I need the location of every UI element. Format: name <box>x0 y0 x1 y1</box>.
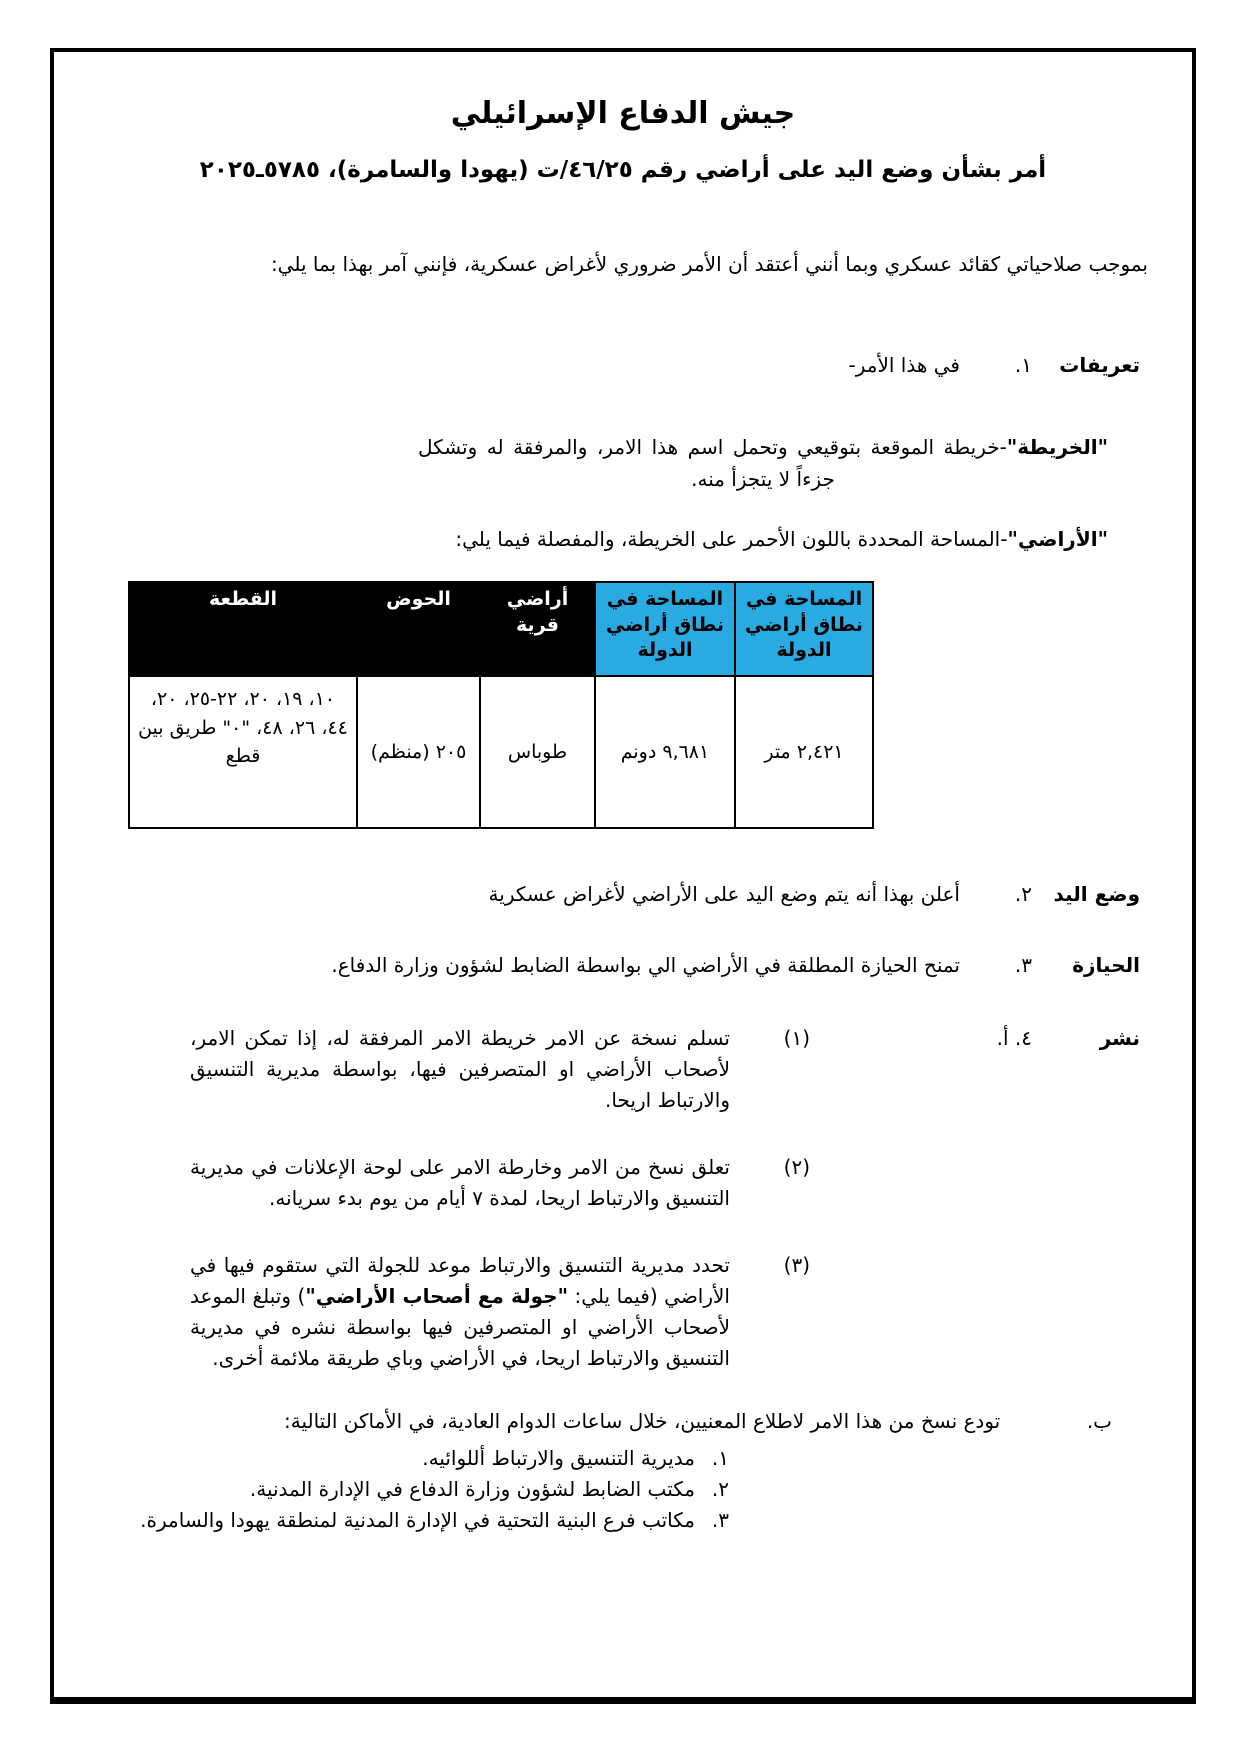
place-1-text: مديرية التنسيق والارتباط أللوائيه. <box>422 1446 695 1470</box>
publication-item2-text: تعلق نسخ من الامر وخارطة الامر على لوحة الإعلانات في مديرية التنسيق والارتباط اريحا، لمدة ٧ أيام من يوم بدء سريانه. <box>190 1155 730 1210</box>
table-data-row <box>129 676 873 828</box>
land-parcels-table <box>128 581 874 829</box>
definition-map <box>418 431 1108 495</box>
place-2-text: مكتب الضابط لشؤون وزارة الدفاع في الإدارة المدنية. <box>249 1477 695 1501</box>
section-publication-item2 <box>54 1152 1192 1214</box>
section-deposit <box>54 1406 1192 1536</box>
list-item <box>284 1443 729 1474</box>
publication-item3-text <box>190 1250 730 1374</box>
intro-paragraph: بموجب صلاحياتي كقائد عسكري وبما أنني أعتقد أن الأمر ضروري لأغراض عسكرية، فإنني آمر بهذا بما يلي: <box>270 252 1148 276</box>
possession-side-label: الحيازة <box>1072 953 1140 977</box>
item3-text-before: تحدد مديرية التنسيق والارتباط موعد للجولة التي ستقوم فيها في الأراضي (فيما يلي: <box>190 1253 730 1308</box>
publication-item1-marker: (١) <box>783 1026 810 1050</box>
table-header-basin: الحوض <box>357 582 480 676</box>
place-3-text: مكاتب فرع البنية التحتية في الإدارة المدنية لمنطقة يهودا والسامرة. <box>140 1508 695 1532</box>
definitions-side-label: تعريفات <box>1059 353 1140 377</box>
seizure-side-label: وضع اليد <box>1053 882 1140 906</box>
publication-side-label: نشر <box>1099 1026 1140 1050</box>
table-header-area-meters: المساحة في نطاق أراضي الدولة <box>735 582 873 676</box>
section-seizure <box>54 879 1192 910</box>
seizure-number: ٢. <box>1014 882 1032 906</box>
definition-lands-term: "الأراضي" <box>1007 527 1108 551</box>
cell-plot: ١٠، ١٩، ٢٠، ٢٢-٢٥، ٢٠، ٤٤، ٢٦، ٤٨، "٠" طريق بين قطع <box>129 676 357 828</box>
cell-village-lands: طوباس <box>480 676 595 828</box>
table-header-area-dunams: المساحة في نطاق أراضي الدولة <box>595 582 735 676</box>
place-2-number: ٢. <box>711 1477 729 1501</box>
section-definitions <box>54 350 1192 381</box>
definition-lands <box>418 523 1108 555</box>
item3-text-after: ) وتبلغ الموعد لأصحاب الأراضي او المتصرفين فيها بواسطة نشره في مديرية التنسيق والارتباط اريحا، في الأراضي وباي طريقة ملائمة أخرى. <box>190 1284 730 1370</box>
publication-item3-marker: (٣) <box>783 1253 810 1277</box>
document-subtitle: أمر بشأن وضع اليد على أراضي رقم ٤٦/٢٥/ت (يهودا والسامرة)، ٥٧٨٥ـ٢٠٢٥ <box>199 157 1047 183</box>
deposit-places-list <box>140 1443 729 1536</box>
definitions-lead-text: في هذا الأمر- <box>848 353 960 377</box>
definitions-number: ١. <box>1014 353 1032 377</box>
deposit-text: تودع نسخ من هذا الامر لاطلاع المعنيين، خلال ساعات الدوام العادية، في الأماكن التالية: <box>284 1409 1001 1433</box>
definition-lands-text: -المساحة المحددة باللون الأحمر على الخريطة، والمفصلة فيما يلي: <box>455 527 1008 551</box>
possession-text: تمنح الحيازة المطلقة في الأراضي الي بواسطة الضابط لشؤون وزارة الدفاع. <box>331 953 960 977</box>
section-publication <box>54 1023 1192 1116</box>
section-possession <box>54 950 1192 981</box>
deposit-content <box>140 1406 1064 1536</box>
place-3-number: ٣. <box>711 1508 729 1532</box>
possession-number: ٣. <box>1014 953 1032 977</box>
deposit-marker: ب. <box>1086 1409 1112 1433</box>
cell-area-meters: ٢,٤٢١ متر <box>735 676 873 828</box>
definition-map-text: -خريطة الموقعة بتوقيعي وتحمل اسم هذا الامر، والمرفقة له وتشكل جزءاً لا يتجزأ منه. <box>418 435 1007 491</box>
cell-area-dunams: ٩,٦٨١ دونم <box>595 676 735 828</box>
table-header-village-lands: أراضي قرية <box>480 582 595 676</box>
list-item <box>249 1474 729 1505</box>
section-publication-item3 <box>54 1250 1192 1374</box>
place-1-number: ١. <box>711 1446 729 1470</box>
cell-basin: ٢٠٥ (منظم) <box>357 676 480 828</box>
definition-map-term: "الخريطة" <box>1006 435 1108 459</box>
table-header-row <box>129 582 873 676</box>
table-header-plot: القطعة <box>129 582 357 676</box>
list-item <box>140 1505 729 1536</box>
seizure-text: أعلن بهذا أنه يتم وضع اليد على الأراضي لأغراض عسكرية <box>488 882 960 906</box>
publication-item1-text: تسلم نسخة عن الامر خريطة الامر المرفقة له، إذا تمكن الامر، لأصحاب الأراضي او المتصرفين فيها، بواسطة مديرية التنسيق والارتباط اريحا. <box>190 1026 730 1112</box>
item3-text-bold: "جولة مع أصحاب الأراضي" <box>305 1284 568 1308</box>
publication-item2-marker: (٢) <box>783 1155 810 1179</box>
publication-number: ٤. أ. <box>996 1026 1032 1050</box>
document-title: جيش الدفاع الإسرائيلي <box>450 96 796 131</box>
document-border-frame <box>50 48 1196 1704</box>
